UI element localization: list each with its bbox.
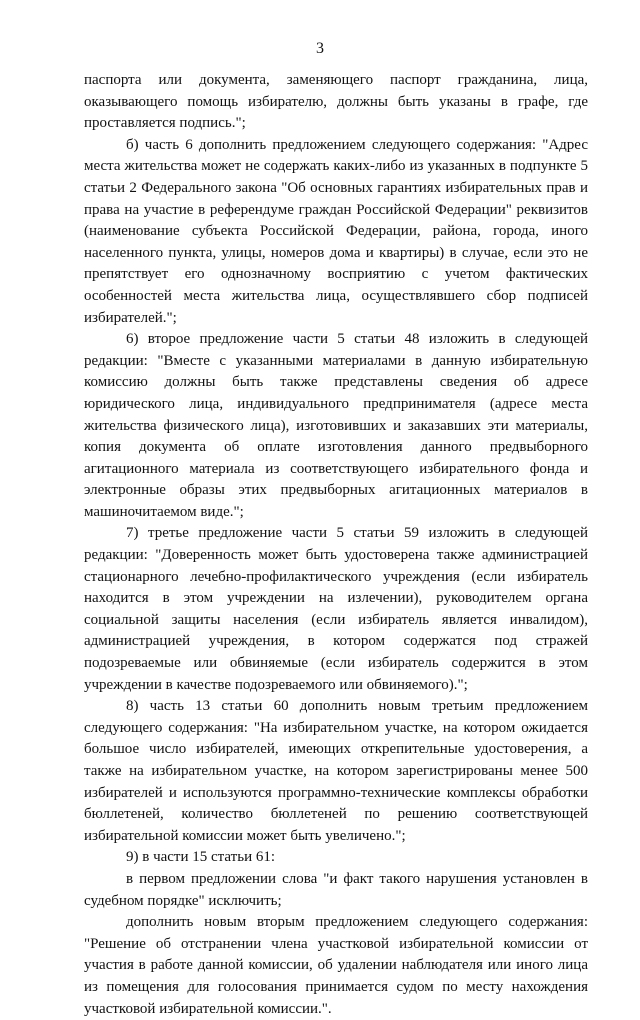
paragraph-item-7: 7) третье предложение части 5 статьи 59 изложить в следующей редакции: "Доверенность может быть удостоверена также администрацией стационарного лечебно-профилактического учреждения (если избиратель находится в этом учреждении на излечении), руководителем органа социальной защиты населения (если избиратель является инвалидом), администрацией учреждения, в котором содержатся под стражей подозреваемые или обвиняемые (если избиратель содержится в этом учреждении в качестве подозреваемого или обвиняемого).";: [84, 525, 588, 693]
paragraph-item-b: б) часть 6 дополнить предложением следующего содержания: "Адрес места жительства может не содержать каких-либо из указанных в подпункте 5 статьи 2 Федерального закона "Об основных гарантиях избирательных прав и права на участие в референдуме граждан Российской Федерации" реквизитов (наименование субъекта Российской Федерации, района, города, иного населенного пункта, улицы, номеров дома и квартиры) в случае, если это не препятствует его однозначному восприятию с учетом фактических особенностей места жительства лица, осуществлявшего сбор подписей избирателей.";: [84, 136, 588, 326]
paragraph-item-9-second: дополнить новым вторым предложением следующего содержания: "Решение об отстранении члена участковой избирательной комиссии от участия в работе данной комиссии, об удалении наблюдателя или иного лица из помещения для голосования принимается судом по месту нахождения участковой избирательной комиссии.".: [84, 914, 588, 1017]
paragraph-item-9: 9) в части 15 статьи 61:: [126, 849, 276, 866]
paragraph-item-6: 6) второе предложение части 5 статьи 48 изложить в следующей редакции: "Вместе с указанными материалами в данную избирательную комиссию должны быть также представлены сведения об адресе юридического лица, индивидуального предпринимателя (адресе места жительства физического лица), изготовивших и заказавших эти материалы, копия документа об оплате изготовления данного предвыборного агитационного материала из соответствующего избирательного фонда и электронные образы этих предвыборных агитационных материалов в машиночитаемом виде.";: [84, 331, 588, 520]
paragraph-item-8: 8) часть 13 статьи 60 дополнить новым третьим предложением следующего содержания: "На избирательном участке, на котором ожидается большое число избирателей, имеющих открепительные удостоверения, а также на избирательном участке, на котором зарегистрированы менее 500 избирателей и используются программно-технические комплексы обработки бюллетеней, количество бюллетеней по решению соответствующей избирательной комиссии может быть увеличено.";: [84, 698, 588, 844]
paragraph-continuation: паспорта или документа, заменяющего паспорт гражданина, лица, оказывающего помощь избирателю, должны быть указаны в графе, где проставляется подпись.";: [84, 72, 588, 132]
paragraph-item-9-first: в первом предложении слова "и факт такого нарушения установлен в судебном порядке" исключить;: [84, 870, 588, 909]
page-number: 3: [316, 40, 324, 57]
document-body: [84, 70, 588, 1020]
